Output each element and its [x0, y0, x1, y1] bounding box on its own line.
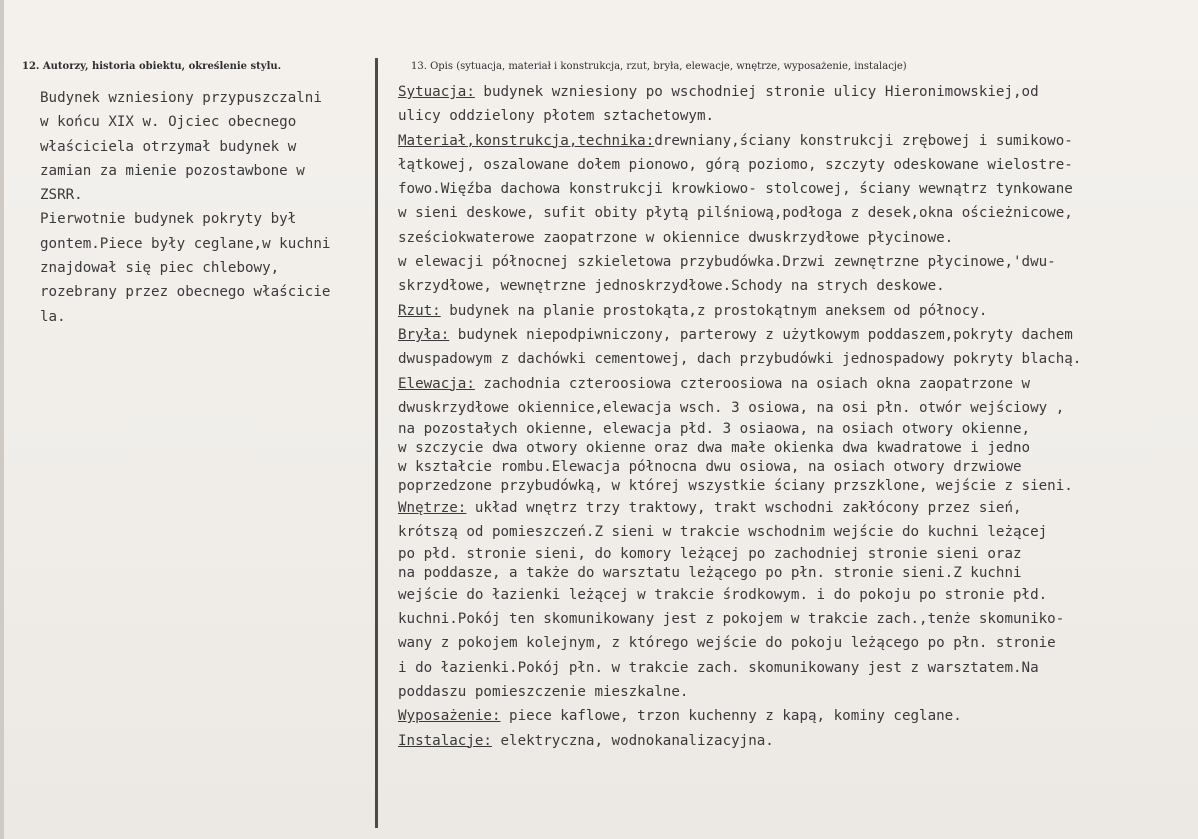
- material-label: Materiał,konstrukcja,technika:: [398, 132, 655, 149]
- history-line: Budynek wzniesiony przypuszczalni: [40, 90, 322, 106]
- instalacje-line: [398, 729, 1188, 753]
- section-12-heading: 12. Autorzy, historia obiektu, określenie stylu.: [22, 61, 282, 72]
- history-line: la.: [40, 308, 66, 325]
- elewacja-dense-block: [398, 420, 1188, 496]
- wnetrze-text: poddaszu pomieszczenie mieszkalne.: [398, 683, 689, 700]
- material-text: w sieni deskowe, sufit obity płytą pilśniową,podłoga z desek,okna ościeżnicowe,: [398, 205, 1073, 222]
- bryla-label: Bryła:: [398, 326, 450, 343]
- wyposazenie-line: [398, 704, 1188, 728]
- wnetrze-label: Wnętrze:: [398, 500, 467, 517]
- history-line: Pierwotnie budynek pokryty był: [40, 211, 297, 228]
- sytuacja-text: budynek wzniesiony po wschodniej stronie ulicy Hieronimowskiej,od: [474, 84, 1039, 100]
- bryla-text: budynek niepodpiwniczony, parterowy z użytkowym poddaszem,pokryty dachem: [449, 326, 1073, 343]
- instalacje-text: elektryczna, wodnokanalizacyjna.: [491, 732, 774, 749]
- history-line: właściciela otrzymał budynek w: [40, 138, 297, 155]
- elewacja-text: na pozostałych okienne, elewacja płd. 3 osiaowa, na osiach otwory okienne,: [398, 421, 1031, 438]
- bryla-text: dwuspadowym z dachówki cementowej, dach przybudówki jednospadowy pokryty blachą.: [398, 351, 1082, 368]
- wnetrze-text: kuchni.Pokój ten skomunikowany jest z pokojem w trakcie zach.,tenże skomuniko-: [398, 611, 1065, 628]
- wnetrze-text: krótszą od pomieszczeń.Z sieni w trakcie wschodnim wejście do kuchni leżącej: [398, 524, 1048, 541]
- wnetrze-text: wejście do łazienki leżącej w trakcie środkowym. i do pokoju po stronie płd.: [398, 586, 1048, 603]
- elewacja-text: zachodnia czteroosiowa czteroosiowa na osiach okna zaopatrzone w: [474, 375, 1031, 392]
- history-line: w końcu XIX w. Ojciec obecnego: [40, 114, 297, 131]
- elewacja-text: poprzedzone przybudówką, w której wszystkie ściany przszklone, wejście z sieni.: [398, 478, 1073, 495]
- history-line: rozebrany przez obecnego właścicie: [40, 284, 331, 301]
- sytuacja-label: Sytuacja:: [398, 84, 475, 100]
- sytuacja-line: [398, 80, 1188, 104]
- wyposazenie-label: Wyposażenie:: [398, 708, 501, 725]
- elewacja-text: w szczycie dwa otwory okienne oraz dwa małe okienka dwa kwadratowe i jedno: [398, 440, 1031, 457]
- rzut-text: budynek na planie prostokąta,z prostokątnym aneksem od północy.: [440, 302, 988, 319]
- wnetrze-text: i do łazienki.Pokój płn. w trakcie zach. skomunikowany jest z warsztatem.Na: [398, 659, 1039, 676]
- material-text: łątkowej, oszalowane dołem pionowo, górą poziomo, szczyty odeskowane wielostre-: [398, 156, 1073, 173]
- history-line: zamian za mienie pozostawbone w: [40, 162, 305, 179]
- history-line: gontem.Piece były ceglane,w kuchni: [40, 235, 331, 252]
- material-text: w elewacji północnej szkieletowa przybudówka.Drzwi zewnętrzne płycinowe,'dwu-: [398, 254, 1056, 271]
- elewacja-text: dwuskrzydłowe okiennice,elewacja wsch. 3 osiowa, na osi płn. otwór wejściowy ,: [398, 399, 1065, 416]
- wnetrze-text: na poddasze, a także do warsztatu leżącego po płn. stronie sieni.Z kuchni: [398, 564, 1022, 581]
- history-line: znajdował się piec chlebowy,: [40, 260, 280, 277]
- bryla-line: [398, 323, 1188, 347]
- material-text: sześciokwaterowe zaopatrzone w okiennice dwuskrzydłowe płycinowe.: [398, 229, 954, 246]
- material-text: fowo.Więźba dachowa konstrukcji krowkiowo- stolcowej, ściany wewnątrz tynkowane: [398, 181, 1073, 198]
- history-text: [40, 86, 372, 329]
- material-line: [398, 129, 1188, 153]
- material-text: drewniany,ściany konstrukcji zrębowej i sumikowo-: [654, 132, 1073, 149]
- wnetrze-text: wany z pokojem kolejnym, z którego wejście do pokoju leżącego po płn. stronie: [398, 635, 1056, 652]
- history-line: ZSRR.: [40, 187, 83, 204]
- instalacje-label: Instalacje:: [398, 732, 492, 749]
- section-13-heading: 13. Opis (sytuacja, materiał i konstrukcja, rzut, bryła, elewacje, wnętrze, wyposażenie, instalacje): [411, 61, 907, 72]
- sytuacja-text: ulicy oddzielony płotem sztachetowym.: [398, 108, 715, 125]
- wnetrze-line: [398, 496, 1188, 520]
- elewacja-text: w kształcie rombu.Elewacja północna dwu osiowa, na osiach otwory drzwiowe: [398, 459, 1022, 476]
- elewacja-line: [398, 372, 1188, 396]
- wnetrze-dense-block: [398, 545, 1188, 583]
- wyposazenie-text: piece kaflowe, trzon kuchenny z kapą, kominy ceglane.: [500, 708, 962, 725]
- description-text: [398, 80, 1188, 753]
- wnetrze-text: układ wnętrz trzy traktowy, trakt wschodni zakłócony przez sień,: [466, 500, 1022, 517]
- rzut-label: Rzut:: [398, 302, 441, 319]
- column-divider: [375, 58, 378, 828]
- material-text: skrzydłowe, wewnętrzne jednoskrzydłowe.Schody na strych deskowe.: [398, 278, 945, 295]
- page-edge: [0, 0, 4, 839]
- rzut-line: [398, 299, 1188, 323]
- elewacja-label: Elewacja:: [398, 375, 475, 392]
- wnetrze-text: po płd. stronie sieni, do komory leżącej po zachodniej stronie sieni oraz: [398, 545, 1022, 562]
